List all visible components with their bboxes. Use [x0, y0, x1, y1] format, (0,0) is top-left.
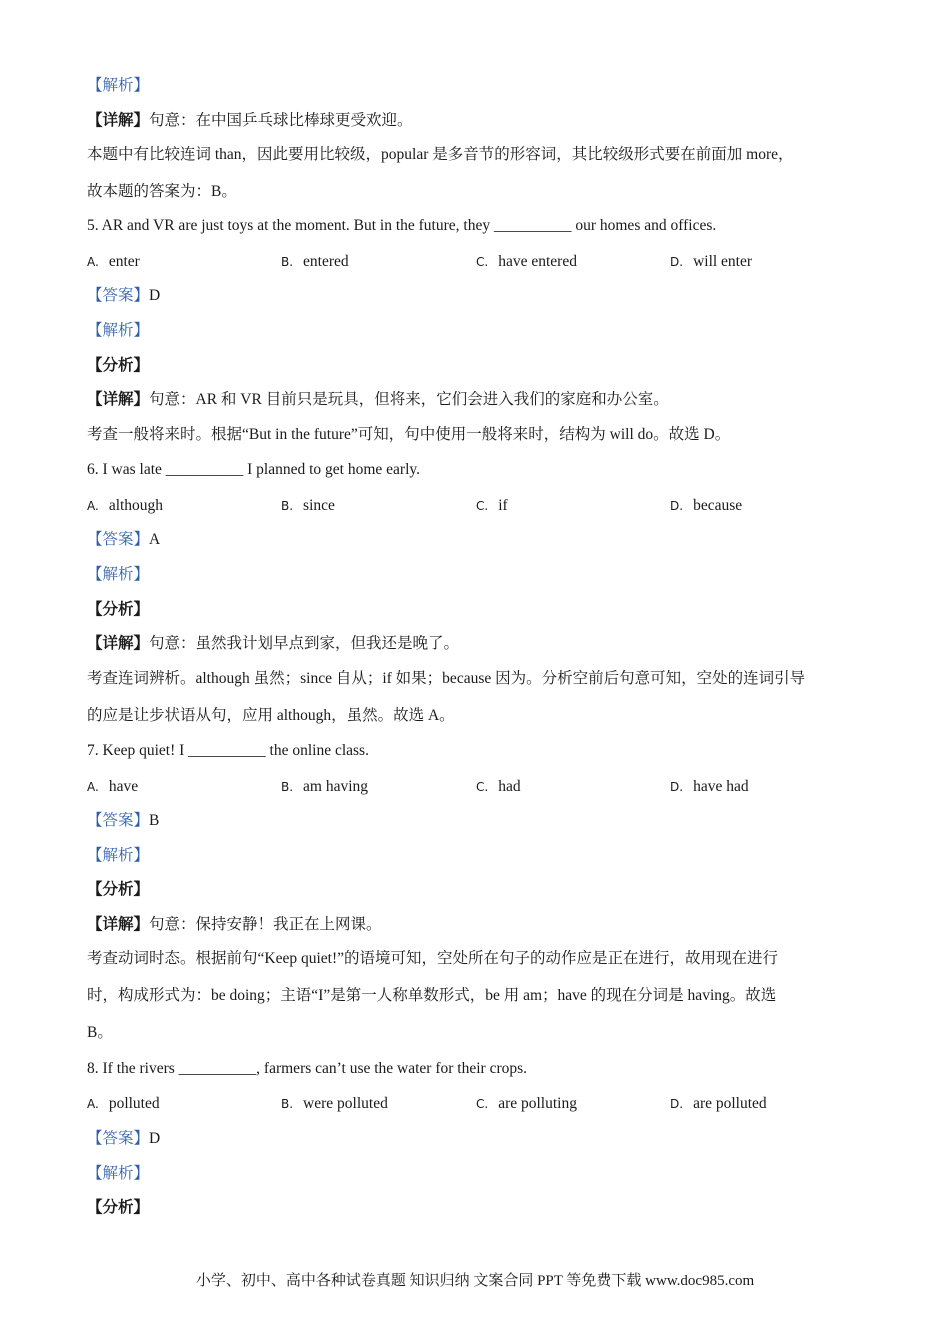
- answer-tag: 【答案】: [87, 812, 150, 829]
- jiexi-label: 【解析】: [87, 847, 150, 864]
- answer-line: [87, 530, 877, 550]
- question-stem: 6. I was late __________ I planned to get home early.: [87, 461, 421, 478]
- jiexi-label: 【解析】: [87, 566, 150, 583]
- explain-line: 的应是让步状语从句，应用 although，虽然。故选 A。: [87, 707, 455, 724]
- fenxi-label: 【分析】: [87, 601, 150, 618]
- question-stem: 7. Keep quiet! I __________ the online class.: [87, 742, 369, 759]
- question-stem: 5. AR and VR are just toys at the moment. But in the future, they __________ our homes and offices.: [87, 217, 717, 234]
- option-c: C. if: [476, 497, 508, 514]
- option-d: D. have had: [670, 778, 749, 795]
- answer-line: [87, 286, 877, 306]
- explain-line: 考查一般将来时。根据“But in the future”可知，句中使用一般将来时，结构为 will do。故选 D。: [87, 426, 731, 443]
- fenxi-label: 【分析】: [87, 881, 150, 898]
- detail-tag: 【详解】: [87, 635, 150, 652]
- answer-value: B: [149, 812, 160, 829]
- explain-line: 本题中有比较连词 than，因此要用比较级，popular 是多音节的形容词，其比较级形式要在前面加 more，: [87, 146, 794, 163]
- jiexi-label: 【解析】: [87, 322, 150, 339]
- option-d: D. will enter: [670, 253, 753, 270]
- answer-line: [87, 1129, 877, 1149]
- detail-line: [87, 111, 877, 131]
- option-b: B. were polluted: [281, 1095, 388, 1112]
- detail-text: 句意：虽然我计划早点到家，但我还是晚了。: [149, 635, 460, 652]
- option-a: A. polluted: [87, 1095, 160, 1112]
- explain-line: 故本题的答案为：B。: [87, 183, 237, 200]
- detail-text: 句意：AR 和 VR 目前只是玩具，但将来，它们会进入我们的家庭和办公室。: [149, 391, 669, 408]
- jiexi-label: 【解析】: [87, 77, 150, 94]
- option-a: A. enter: [87, 253, 140, 270]
- explain-line: 考查动词时态。根据前句“Keep quiet!”的语境可知，空处所在句子的动作应是正在进行，故用现在进行: [87, 950, 778, 967]
- answer-value: D: [149, 1130, 161, 1147]
- question-stem: 8. If the rivers __________, farmers can’t use the water for their crops.: [87, 1060, 528, 1077]
- option-b: B. since: [281, 497, 335, 514]
- detail-line: [87, 634, 877, 654]
- detail-tag: 【详解】: [87, 391, 150, 408]
- detail-text: 句意：保持安静！我正在上网课。: [149, 916, 382, 933]
- answer-line: [87, 811, 877, 831]
- option-d: D. because: [670, 497, 743, 514]
- answer-tag: 【答案】: [87, 287, 150, 304]
- detail-tag: 【详解】: [87, 112, 150, 129]
- page-footer: 小学、初中、高中各种试卷真题 知识归纳 文案合同 PPT 等免费下载 www.doc985.com: [195, 1273, 755, 1289]
- explain-line: B。: [87, 1024, 113, 1041]
- option-c: C. had: [476, 778, 521, 795]
- answer-value: D: [149, 287, 161, 304]
- option-d: D. are polluted: [670, 1095, 767, 1112]
- fenxi-label: 【分析】: [87, 357, 150, 374]
- detail-line: [87, 915, 877, 935]
- answer-tag: 【答案】: [87, 531, 150, 548]
- option-c: C. have entered: [476, 253, 577, 270]
- jiexi-label: 【解析】: [87, 1165, 150, 1182]
- detail-text: 句意：在中国乒乓球比棒球更受欢迎。: [149, 112, 413, 129]
- option-b: B. entered: [281, 253, 349, 270]
- option-a: A. although: [87, 497, 164, 514]
- fenxi-label: 【分析】: [87, 1199, 150, 1216]
- option-c: C. are polluting: [476, 1095, 577, 1112]
- detail-tag: 【详解】: [87, 916, 150, 933]
- explain-line: 考查连词辨析。although 虽然；since 自从；if 如果；because 因为。分析空前后句意可知，空处的连词引导: [87, 670, 806, 687]
- option-a: A. have: [87, 778, 139, 795]
- option-b: B. am having: [281, 778, 369, 795]
- answer-tag: 【答案】: [87, 1130, 150, 1147]
- answer-value: A: [149, 531, 161, 548]
- explain-line: 时，构成形式为：be doing；主语“I”是第一人称单数形式，be 用 am；have 的现在分词是 having。故选: [87, 987, 777, 1004]
- detail-line: [87, 390, 877, 410]
